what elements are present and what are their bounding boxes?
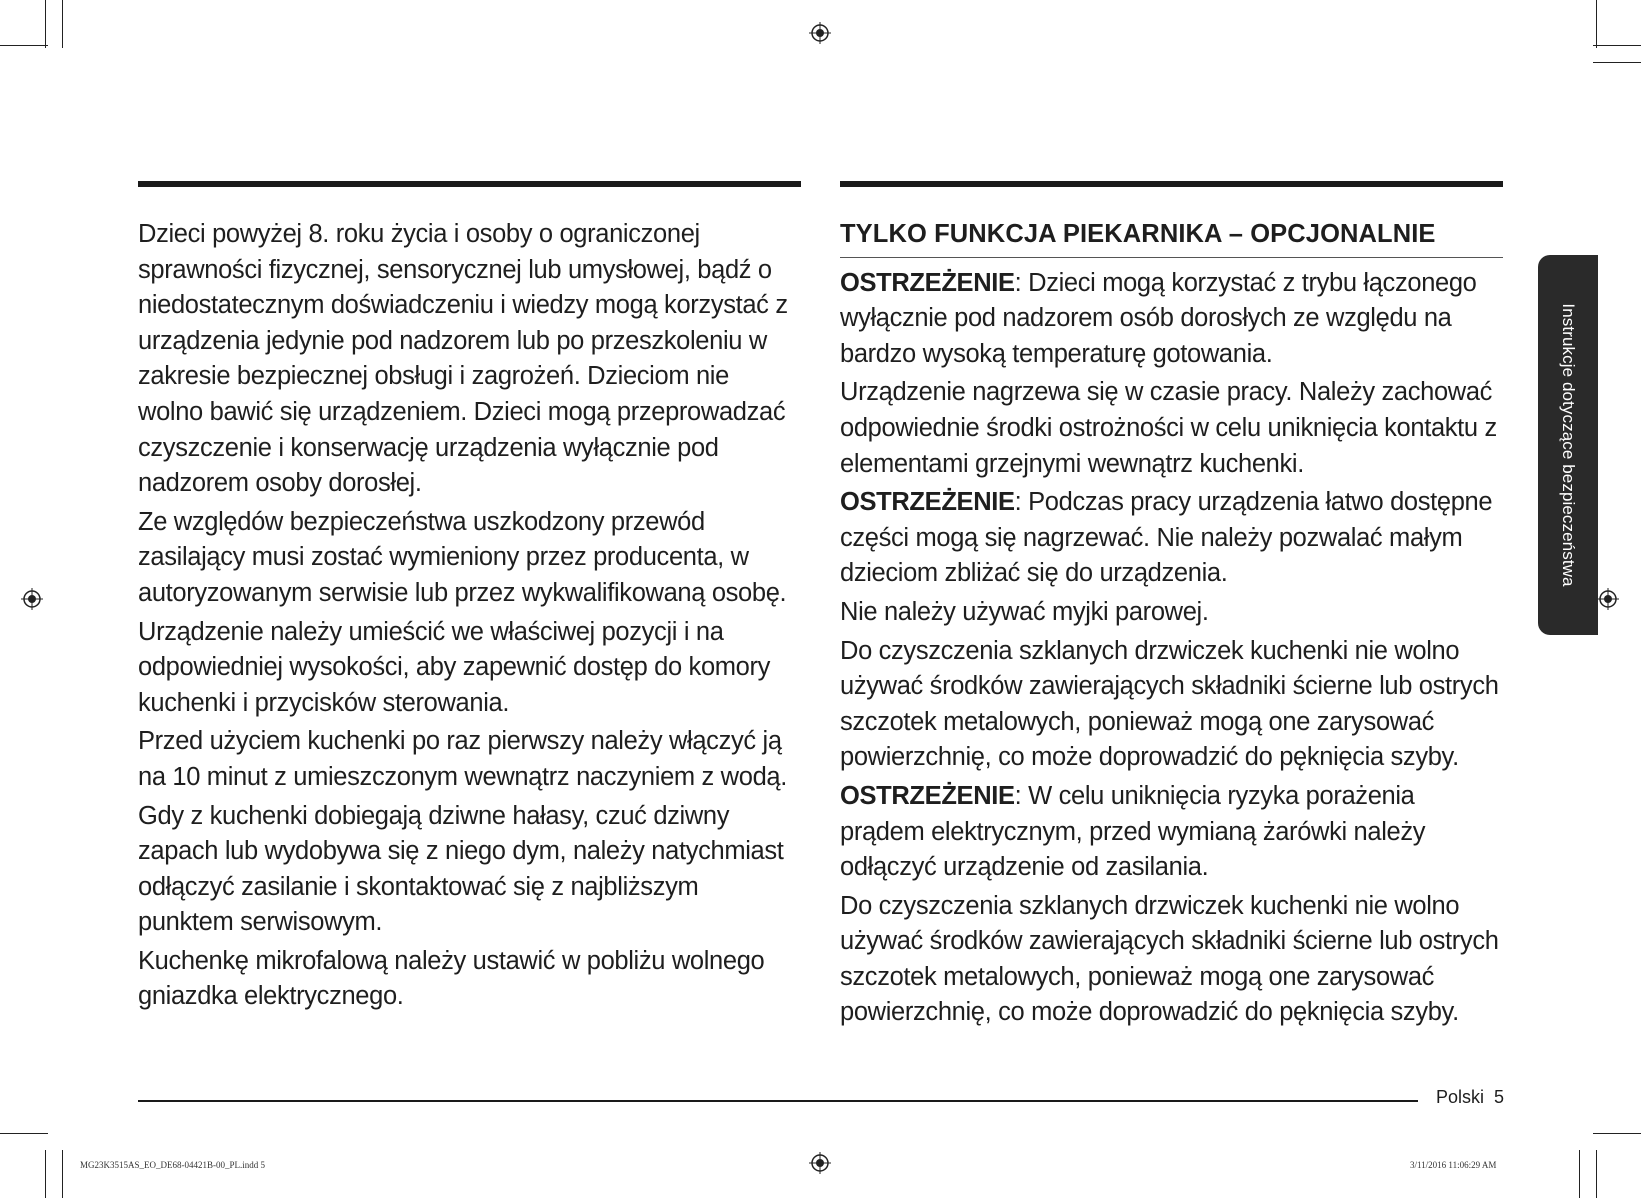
section-heading: TYLKO FUNKCJA PIEKARNIKA – OPCJONALNIE: [840, 217, 1503, 258]
warning-paragraph: [840, 485, 1503, 592]
page-number: 5: [1494, 1087, 1505, 1107]
warning-label: OSTRZEŻENIE: [840, 488, 1015, 517]
crop-mark: [1593, 1133, 1641, 1134]
footer-rule: [138, 1100, 1418, 1102]
warning-paragraph: [840, 266, 1503, 373]
right-column: [840, 217, 1503, 1034]
warning-paragraph: [840, 779, 1503, 886]
warning-label: OSTRZEŻENIE: [840, 268, 1015, 297]
crop-mark: [1596, 0, 1597, 48]
registration-mark-icon: [809, 22, 831, 44]
crop-mark: [62, 0, 63, 48]
paragraph: Urządzenie nagrzewa się w czasie pracy. Należy zachować odpowiednie środki ostrożności w celu uniknięcia kontaktu z elementami grzejnymi wewnątrz kuchenki.: [840, 378, 1497, 478]
crop-mark: [1593, 62, 1641, 63]
left-column-top-rule: [138, 181, 801, 187]
crop-mark: [1579, 1150, 1580, 1198]
paragraph: Gdy z kuchenki dobiegają dziwne hałasy, czuć dziwny zapach lub wydobywa się z niego dym, należy natychmiast odłączyć zasilanie i skontaktować się z najbliższym punktem serwisowym.: [138, 801, 784, 937]
crop-mark: [45, 1150, 46, 1198]
print-slug-file: MG23K3515AS_EO_DE68-04421B-00_PL.indd 5: [80, 1160, 266, 1170]
left-column: [138, 217, 798, 1018]
warning-label: OSTRZEŻENIE: [840, 781, 1015, 810]
crop-mark: [0, 45, 48, 46]
paragraph: Ze względów bezpieczeństwa uszkodzony przewód zasilający musi zostać wymieniony przez producenta, w autoryzowanym serwisie lub przez wykwalifikowaną osobę.: [138, 507, 787, 607]
registration-mark-icon: [21, 588, 43, 610]
paragraph: Kuchenkę mikrofalową należy ustawić w pobliżu wolnego gniazdka elektrycznego.: [138, 946, 765, 1011]
paragraph: Dzieci powyżej 8. roku życia i osoby o ograniczonej sprawności fizycznej, sensorycznej lub umysłowej, bądź o niedostatecznym doświadczeniu i wiedzy mogą korzystać z urządzenia jedynie pod nadzorem lub po przeszkoleniu w zakresie bezpiecznej obsługi i zagrożeń. Dzieciom nie wolno bawić się urządzeniem. Dzieci mogą przeprowadzać czyszczenie i konserwację urządzenia wyłącznie pod nadzorem osoby dorosłej.: [138, 220, 788, 498]
registration-mark-icon: [1597, 588, 1619, 610]
paragraph: Urządzenie należy umieścić we właściwej pozycji i na odpowiedniej wysokości, aby zapewnić dostęp do komory kuchenki i przycisków sterowania.: [138, 617, 771, 717]
paragraph: Do czyszczenia szklanych drzwiczek kuchenki nie wolno używać środków zawierających składniki ścierne lub ostrych szczotek metalowych, ponieważ mogą one zarysować powierzchnię, co może doprowadzić do pęknięcia szyby.: [840, 636, 1499, 772]
warning-text: : Podczas pracy urządzenia łatwo dostępne części mogą się nagrzewać. Nie należy pozwalać małym dzieciom zbliżać się do urządzenia.: [840, 488, 1493, 588]
paragraph: Do czyszczenia szklanych drzwiczek kuchenki nie wolno używać środków zawierających składniki ścierne lub ostrych szczotek metalowych, ponieważ mogą one zarysować powierzchnię, co może doprowadzić do pęknięcia szyby.: [840, 891, 1499, 1027]
warning-text: : Dzieci mogą korzystać z trybu łączonego wyłącznie pod nadzorem osób dorosłych ze względu na bardzo wysoką temperaturę gotowania.: [840, 268, 1477, 368]
side-tab-label: Instrukcje dotyczące bezpieczeństwa: [1559, 303, 1578, 587]
crop-mark: [62, 1150, 63, 1198]
right-column-top-rule: [840, 181, 1503, 187]
paragraph: Nie należy używać myjki parowej.: [840, 597, 1209, 626]
crop-mark: [1596, 1150, 1597, 1198]
footer-language: Polski: [1436, 1087, 1485, 1107]
print-slug-timestamp: 3/11/2016 11:06:29 AM: [1410, 1160, 1497, 1170]
warning-text: : W celu uniknięcia ryzyka porażenia prądem elektrycznym, przed wymianą żarówki należy odłączyć urządzenie od zasilania.: [840, 781, 1426, 882]
paragraph: Przed użyciem kuchenki po raz pierwszy należy włączyć ją na 10 minut z umieszczonym wewnątrz naczyniem z wodą.: [138, 727, 787, 791]
crop-mark: [45, 0, 46, 48]
registration-mark-icon: [809, 1152, 831, 1174]
section-side-tab: [1538, 255, 1598, 635]
crop-mark: [1593, 45, 1641, 46]
crop-mark: [0, 1133, 48, 1134]
